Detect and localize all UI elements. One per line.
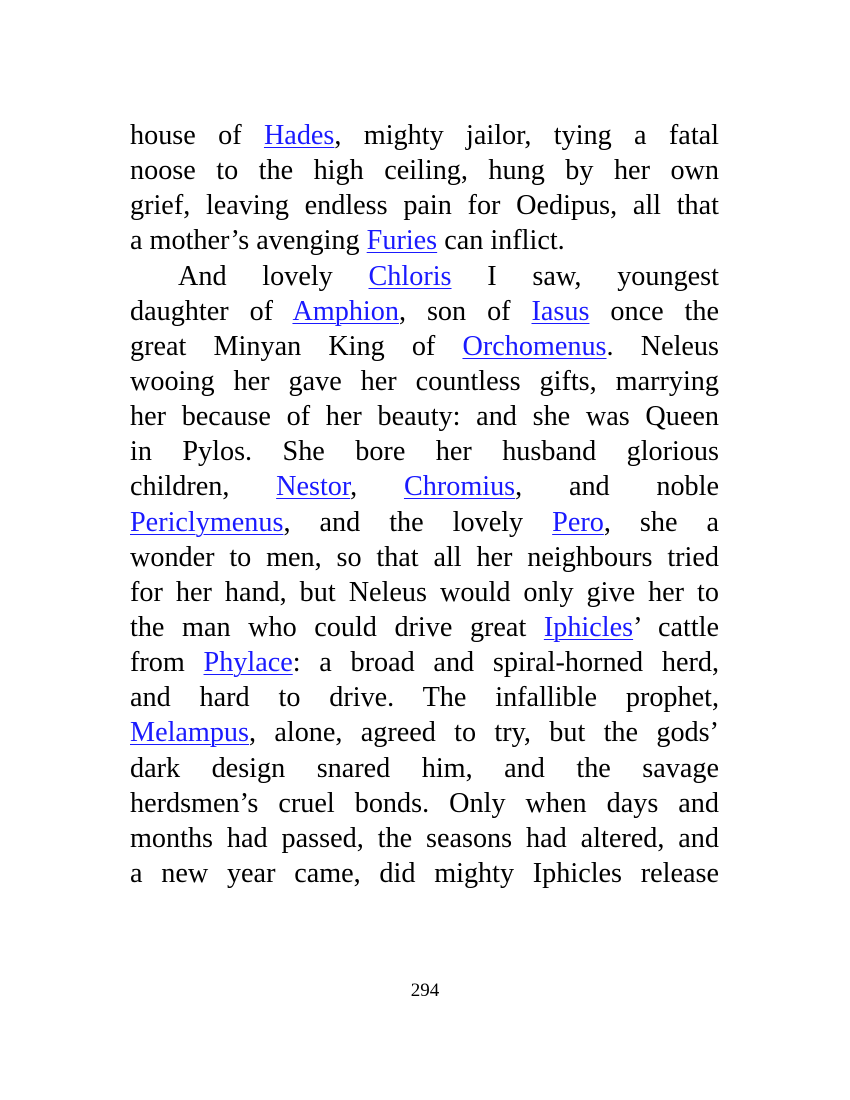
text-line xyxy=(130,469,719,504)
text-run: for her hand, but Neleus would only give her to xyxy=(130,576,719,608)
link-periclymenus[interactable]: Periclymenus xyxy=(130,506,284,538)
text-run: children, xyxy=(130,471,277,503)
text-run: months had passed, the seasons had altered, and xyxy=(130,822,719,854)
text-run: noose to the high ceiling, hung by her own xyxy=(130,155,719,187)
link-phylace[interactable]: Phylace xyxy=(203,647,293,679)
text-run: , and the lovely xyxy=(283,506,553,538)
text-run: , alone, agreed to try, but the gods’ xyxy=(249,717,719,749)
text-line xyxy=(130,610,719,645)
link-iasus[interactable]: Iasus xyxy=(531,295,590,327)
text-run: , son of xyxy=(398,295,532,327)
text-line xyxy=(130,821,719,856)
text-run: house of xyxy=(130,120,264,151)
text-run: , mighty jailor, tying a fatal xyxy=(334,120,719,151)
text-run: in Pylos. She bore her husband glorious xyxy=(130,436,719,468)
text-run: the man who could drive great xyxy=(130,611,544,643)
link-melampus[interactable]: Melampus xyxy=(130,717,249,749)
text-line xyxy=(130,645,719,680)
text-run: her because of her beauty: and she was Queen xyxy=(130,401,719,433)
text-run: dark design snared him, and the savage xyxy=(130,752,719,784)
text-run: grief, leaving endless pain for Oedipus, all that xyxy=(130,190,719,222)
text-run: , she a xyxy=(603,506,719,538)
text-run: And lovely xyxy=(178,260,369,292)
text-run: daughter of xyxy=(130,295,293,327)
link-nestor[interactable]: Nestor xyxy=(276,471,351,503)
text-line xyxy=(130,259,719,294)
text-line xyxy=(130,751,719,786)
text-line xyxy=(130,786,719,821)
text-line xyxy=(130,329,719,364)
link-furies[interactable]: Furies xyxy=(366,225,438,257)
text-line xyxy=(130,364,719,399)
text-run: , xyxy=(350,471,404,503)
text-line xyxy=(130,575,719,610)
text-line xyxy=(130,505,719,540)
text-run: and hard to drive. The infallible prophet, xyxy=(130,682,719,714)
text-line xyxy=(130,153,719,188)
link-amphion[interactable]: Amphion xyxy=(292,295,399,327)
body-text xyxy=(130,118,719,891)
text-line xyxy=(130,188,719,223)
text-run: wooing her gave her countless gifts, marrying xyxy=(130,365,719,397)
text-line xyxy=(130,294,719,329)
text-line xyxy=(130,680,719,715)
text-run: great Minyan King of xyxy=(130,330,463,362)
text-run: from xyxy=(130,647,204,679)
link-chloris[interactable]: Chloris xyxy=(368,260,452,292)
text-line xyxy=(130,540,719,575)
text-run: . Neleus xyxy=(606,330,719,362)
text-line xyxy=(130,434,719,469)
text-run: ’ cattle xyxy=(633,611,719,643)
text-run: wonder to men, so that all her neighbours tried xyxy=(130,541,719,573)
link-orchomenus[interactable]: Orchomenus xyxy=(462,330,607,362)
page-number: 294 xyxy=(410,980,440,1001)
text-line xyxy=(130,118,719,153)
text-run: a new year came, did mighty Iphicles release xyxy=(130,857,719,889)
link-pero[interactable]: Pero xyxy=(552,506,604,538)
link-chromius[interactable]: Chromius xyxy=(403,471,516,503)
link-iphicles[interactable]: Iphicles xyxy=(543,611,634,643)
text-run: can inflict. xyxy=(437,225,565,257)
text-run: a mother’s avenging xyxy=(130,225,367,257)
text-line xyxy=(130,399,719,434)
link-hades[interactable]: Hades xyxy=(263,120,335,151)
text-line xyxy=(130,223,719,258)
text-line xyxy=(130,856,719,891)
text-run: : a broad and spiral-horned herd, xyxy=(292,647,719,679)
text-run: I saw, youngest xyxy=(451,260,719,292)
text-run: once the xyxy=(589,295,719,327)
text-run: , and noble xyxy=(515,471,719,503)
text-line xyxy=(130,715,719,750)
text-run: herdsmen’s cruel bonds. Only when days and xyxy=(130,787,719,819)
